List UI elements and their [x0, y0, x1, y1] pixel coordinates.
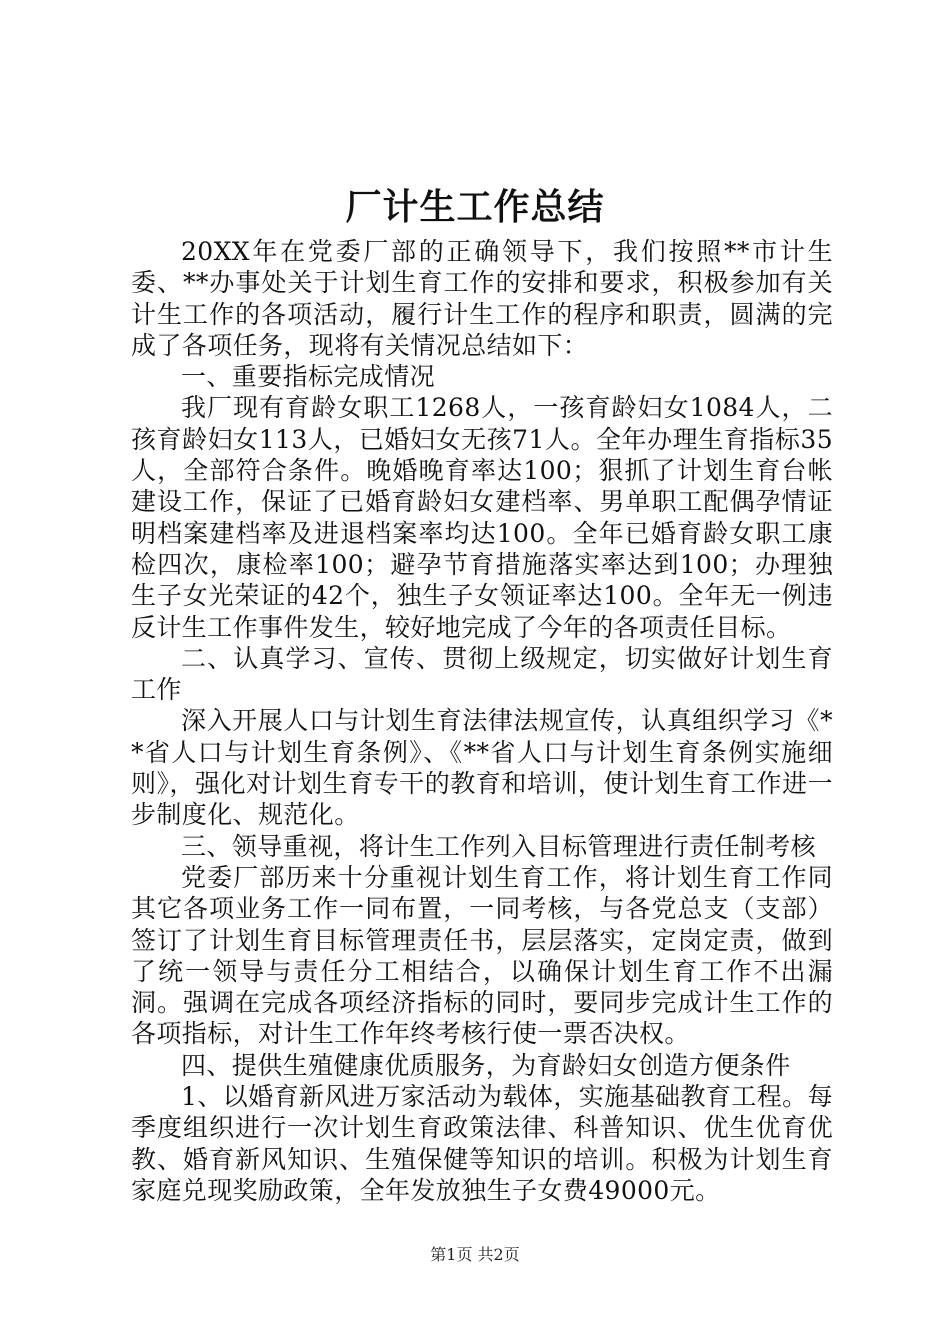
section-2-paragraph: 深入开展人口与计划生育法律法规宣传，认真组织学习《**省人口与计划生育条例》、《**省人口与计划生育条例实施细则》，强化对计划生育专干的教育和培训，使计划生育工作进一步制度化、规范化。 — [131, 706, 833, 830]
section-heading-3: 三、领导重视，将计生工作列入目标管理进行责任制考核 — [181, 831, 817, 861]
section-4-item-1-paragraph: 1、以婚育新风进万家活动为载体，实施基础教育工程。每季度组织进行一次计划生育政策法律、科普知识、优生优育优教、婚育新风知识、生殖保健等知识的培训。积极为计划生育家庭兑现奖励政策，全年发放独生子女费49000元。 — [131, 1082, 833, 1205]
document-title: 厂计生工作总结 — [345, 186, 605, 228]
document-body — [131, 236, 833, 1206]
section-3-paragraph: 党委厂部历来十分重视计划生育工作，将计划生育工作同其它各项业务工作一同布置，一同考核，与各党总支（支部）签订了计划生育目标管理责任书，层层落实，定岗定责，做到了统一领导与责任分工相结合，以确保计划生育工作不出漏洞。强调在完成各项经济指标的同时，要同步完成计生工作的各项指标，对计生工作年终考核行使一票否决权。 — [131, 862, 833, 1049]
section-heading-2: 二、认真学习、宣传、贯彻上级规定，切实做好计划生育工作 — [131, 643, 833, 705]
section-heading-4: 四、提供生殖健康优质服务，为育龄妇女创造方便条件 — [181, 1050, 791, 1080]
section-heading-1: 一、重要指标完成情况 — [181, 362, 436, 392]
page-number-footer: 第1页 共2页 — [430, 1245, 520, 1264]
section-1-paragraph: 我厂现有育龄女职工1268人，一孩育龄妇女1084人，二孩育龄妇女113人，已婚妇女无孩71人。全年办理生育指标35人，全部符合条件。晚婚晚育率达100；狠抓了计划生育台帐建设工作，保证了已婚育龄妇女建档率、男单职工配偶孕情证明档案建档率及进退档案率均达100。全年已婚育龄女职工康检四次，康检率100；避孕节育措施落实率达到100；办理独生子女光荣证的42个，独生子女领证率达100。全年无一例违反计生工作事件发生，较好地完成了今年的各项责任目标。 — [131, 393, 833, 642]
intro-paragraph: 20XX年在党委厂部的正确领导下，我们按照**市计生委、**办事处关于计划生育工作的安排和要求，积极参加有关计生工作的各项活动，履行计生工作的程序和职责，圆满的完成了各项任务，现将有关情况总结如下： — [131, 237, 833, 360]
